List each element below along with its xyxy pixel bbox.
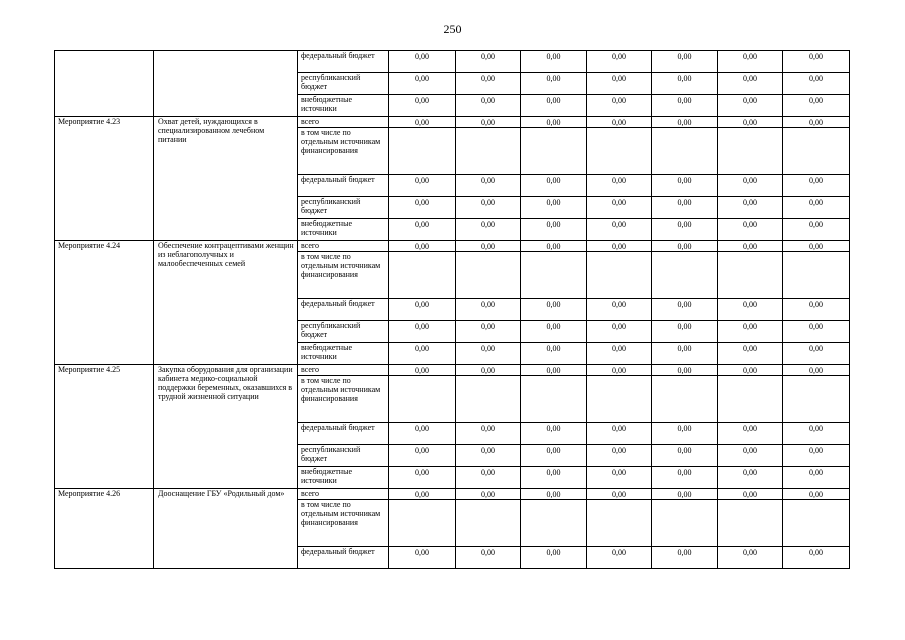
budget-table <box>54 50 850 569</box>
amount-cell <box>718 376 783 423</box>
table-row <box>55 241 850 252</box>
amount-cell: 0,00 <box>456 365 521 376</box>
amount-cell: 0,00 <box>587 423 652 445</box>
amount-cell <box>783 252 850 299</box>
funding-source: федеральный бюджет <box>298 423 389 445</box>
amount-cell: 0,00 <box>521 423 587 445</box>
amount-cell: 0,00 <box>783 117 850 128</box>
amount-cell: 0,00 <box>652 445 718 467</box>
amount-cell: 0,00 <box>389 365 456 376</box>
amount-cell <box>587 128 652 175</box>
amount-cell: 0,00 <box>718 365 783 376</box>
funding-source: республиканский бюджет <box>298 321 389 343</box>
amount-cell: 0,00 <box>783 219 850 241</box>
funding-source: республиканский бюджет <box>298 197 389 219</box>
amount-cell: 0,00 <box>718 423 783 445</box>
amount-cell: 0,00 <box>718 467 783 489</box>
funding-source: в том числе по отдельным источникам финансирования <box>298 128 389 175</box>
activity-description <box>154 51 298 117</box>
amount-cell <box>587 252 652 299</box>
amount-cell: 0,00 <box>652 547 718 569</box>
amount-cell: 0,00 <box>456 73 521 95</box>
amount-cell: 0,00 <box>587 95 652 117</box>
amount-cell: 0,00 <box>652 467 718 489</box>
amount-cell: 0,00 <box>456 117 521 128</box>
amount-cell: 0,00 <box>587 117 652 128</box>
amount-cell: 0,00 <box>389 117 456 128</box>
amount-cell: 0,00 <box>389 343 456 365</box>
funding-source: всего <box>298 489 389 500</box>
amount-cell: 0,00 <box>521 241 587 252</box>
amount-cell: 0,00 <box>456 51 521 73</box>
amount-cell: 0,00 <box>521 321 587 343</box>
amount-cell: 0,00 <box>652 73 718 95</box>
amount-cell <box>521 500 587 547</box>
funding-source: республиканский бюджет <box>298 73 389 95</box>
amount-cell: 0,00 <box>587 197 652 219</box>
activity-description: Дооснащение ГБУ «Родильный дом» <box>154 489 298 569</box>
amount-cell: 0,00 <box>521 197 587 219</box>
activity-description: Обеспечение контрацептивами женщин из неблагополучных и малообеспеченных семей <box>154 241 298 365</box>
amount-cell: 0,00 <box>456 197 521 219</box>
amount-cell: 0,00 <box>652 219 718 241</box>
amount-cell: 0,00 <box>718 175 783 197</box>
activity-name: Мероприятие 4.23 <box>55 117 154 241</box>
funding-source: федеральный бюджет <box>298 175 389 197</box>
amount-cell: 0,00 <box>783 423 850 445</box>
amount-cell: 0,00 <box>718 547 783 569</box>
amount-cell <box>456 376 521 423</box>
amount-cell: 0,00 <box>456 321 521 343</box>
amount-cell: 0,00 <box>389 489 456 500</box>
activity-description: Закупка оборудования для организации кабинета медико-социальной поддержки беременных, оказавшихся в трудной жизненной ситуации <box>154 365 298 489</box>
amount-cell: 0,00 <box>783 365 850 376</box>
amount-cell: 0,00 <box>389 175 456 197</box>
amount-cell: 0,00 <box>389 73 456 95</box>
amount-cell: 0,00 <box>587 73 652 95</box>
amount-cell: 0,00 <box>652 197 718 219</box>
amount-cell: 0,00 <box>718 51 783 73</box>
amount-cell: 0,00 <box>652 321 718 343</box>
amount-cell: 0,00 <box>587 219 652 241</box>
amount-cell <box>652 128 718 175</box>
amount-cell: 0,00 <box>456 299 521 321</box>
amount-cell: 0,00 <box>783 241 850 252</box>
amount-cell: 0,00 <box>456 175 521 197</box>
amount-cell: 0,00 <box>587 467 652 489</box>
table-row <box>55 489 850 500</box>
amount-cell: 0,00 <box>389 197 456 219</box>
amount-cell: 0,00 <box>718 321 783 343</box>
amount-cell: 0,00 <box>783 51 850 73</box>
amount-cell: 0,00 <box>718 445 783 467</box>
amount-cell: 0,00 <box>587 241 652 252</box>
amount-cell <box>718 500 783 547</box>
amount-cell: 0,00 <box>587 489 652 500</box>
amount-cell: 0,00 <box>652 343 718 365</box>
amount-cell: 0,00 <box>652 117 718 128</box>
amount-cell: 0,00 <box>587 343 652 365</box>
funding-source: федеральный бюджет <box>298 299 389 321</box>
amount-cell: 0,00 <box>718 197 783 219</box>
amount-cell: 0,00 <box>456 547 521 569</box>
activity-description: Охват детей, нуждающихся в специализированном лечебном питании <box>154 117 298 241</box>
amount-cell <box>587 376 652 423</box>
funding-source: федеральный бюджет <box>298 547 389 569</box>
amount-cell: 0,00 <box>521 445 587 467</box>
activity-name: Мероприятие 4.24 <box>55 241 154 365</box>
amount-cell <box>783 500 850 547</box>
amount-cell: 0,00 <box>652 51 718 73</box>
amount-cell <box>456 252 521 299</box>
amount-cell: 0,00 <box>652 175 718 197</box>
amount-cell: 0,00 <box>587 547 652 569</box>
funding-source: в том числе по отдельным источникам финансирования <box>298 252 389 299</box>
amount-cell: 0,00 <box>652 95 718 117</box>
amount-cell: 0,00 <box>389 299 456 321</box>
amount-cell: 0,00 <box>718 95 783 117</box>
table-row <box>55 365 850 376</box>
amount-cell: 0,00 <box>587 365 652 376</box>
amount-cell: 0,00 <box>783 175 850 197</box>
amount-cell <box>389 376 456 423</box>
amount-cell: 0,00 <box>587 321 652 343</box>
amount-cell <box>521 128 587 175</box>
amount-cell: 0,00 <box>718 343 783 365</box>
table-row <box>55 117 850 128</box>
amount-cell: 0,00 <box>587 175 652 197</box>
amount-cell <box>389 500 456 547</box>
amount-cell: 0,00 <box>389 219 456 241</box>
amount-cell: 0,00 <box>652 241 718 252</box>
activity-name <box>55 51 154 117</box>
funding-source: федеральный бюджет <box>298 51 389 73</box>
amount-cell: 0,00 <box>521 95 587 117</box>
amount-cell: 0,00 <box>783 489 850 500</box>
amount-cell: 0,00 <box>521 343 587 365</box>
funding-source: внебюджетные источники <box>298 219 389 241</box>
amount-cell: 0,00 <box>456 445 521 467</box>
amount-cell: 0,00 <box>783 197 850 219</box>
amount-cell <box>521 376 587 423</box>
funding-source: внебюджетные источники <box>298 343 389 365</box>
amount-cell: 0,00 <box>389 445 456 467</box>
amount-cell: 0,00 <box>521 175 587 197</box>
amount-cell: 0,00 <box>652 365 718 376</box>
funding-source: республиканский бюджет <box>298 445 389 467</box>
amount-cell: 0,00 <box>587 51 652 73</box>
amount-cell: 0,00 <box>783 467 850 489</box>
amount-cell: 0,00 <box>456 95 521 117</box>
activity-name: Мероприятие 4.25 <box>55 365 154 489</box>
amount-cell: 0,00 <box>718 219 783 241</box>
amount-cell: 0,00 <box>389 467 456 489</box>
amount-cell: 0,00 <box>389 51 456 73</box>
amount-cell: 0,00 <box>521 365 587 376</box>
amount-cell: 0,00 <box>521 219 587 241</box>
amount-cell: 0,00 <box>521 299 587 321</box>
amount-cell <box>456 128 521 175</box>
amount-cell: 0,00 <box>456 467 521 489</box>
amount-cell: 0,00 <box>783 73 850 95</box>
amount-cell: 0,00 <box>521 547 587 569</box>
amount-cell: 0,00 <box>456 219 521 241</box>
amount-cell: 0,00 <box>389 95 456 117</box>
amount-cell: 0,00 <box>587 299 652 321</box>
amount-cell: 0,00 <box>521 73 587 95</box>
amount-cell: 0,00 <box>783 321 850 343</box>
amount-cell <box>652 500 718 547</box>
amount-cell <box>783 128 850 175</box>
funding-source: в том числе по отдельным источникам финансирования <box>298 500 389 547</box>
amount-cell: 0,00 <box>456 489 521 500</box>
amount-cell <box>718 252 783 299</box>
amount-cell: 0,00 <box>389 241 456 252</box>
amount-cell: 0,00 <box>389 423 456 445</box>
amount-cell: 0,00 <box>718 241 783 252</box>
amount-cell: 0,00 <box>521 467 587 489</box>
page-number: 250 <box>443 22 462 36</box>
amount-cell: 0,00 <box>783 299 850 321</box>
amount-cell <box>456 500 521 547</box>
funding-source: в том числе по отдельным источникам финансирования <box>298 376 389 423</box>
amount-cell <box>652 252 718 299</box>
funding-source: всего <box>298 365 389 376</box>
amount-cell: 0,00 <box>652 423 718 445</box>
amount-cell <box>783 376 850 423</box>
funding-source: внебюджетные источники <box>298 467 389 489</box>
amount-cell: 0,00 <box>456 241 521 252</box>
amount-cell: 0,00 <box>389 547 456 569</box>
amount-cell <box>389 128 456 175</box>
amount-cell <box>389 252 456 299</box>
table-row <box>55 51 850 73</box>
amount-cell <box>587 500 652 547</box>
amount-cell: 0,00 <box>783 343 850 365</box>
amount-cell: 0,00 <box>718 117 783 128</box>
funding-source: всего <box>298 241 389 252</box>
amount-cell: 0,00 <box>456 343 521 365</box>
amount-cell: 0,00 <box>783 95 850 117</box>
activity-name: Мероприятие 4.26 <box>55 489 154 569</box>
amount-cell <box>718 128 783 175</box>
amount-cell: 0,00 <box>521 117 587 128</box>
funding-source: всего <box>298 117 389 128</box>
amount-cell: 0,00 <box>718 489 783 500</box>
amount-cell: 0,00 <box>783 547 850 569</box>
amount-cell: 0,00 <box>456 423 521 445</box>
funding-source: внебюджетные источники <box>298 95 389 117</box>
amount-cell <box>652 376 718 423</box>
amount-cell: 0,00 <box>521 51 587 73</box>
amount-cell: 0,00 <box>652 299 718 321</box>
amount-cell: 0,00 <box>718 73 783 95</box>
amount-cell: 0,00 <box>587 445 652 467</box>
amount-cell: 0,00 <box>652 489 718 500</box>
amount-cell: 0,00 <box>389 321 456 343</box>
amount-cell: 0,00 <box>783 445 850 467</box>
amount-cell: 0,00 <box>718 299 783 321</box>
amount-cell: 0,00 <box>521 489 587 500</box>
amount-cell <box>521 252 587 299</box>
